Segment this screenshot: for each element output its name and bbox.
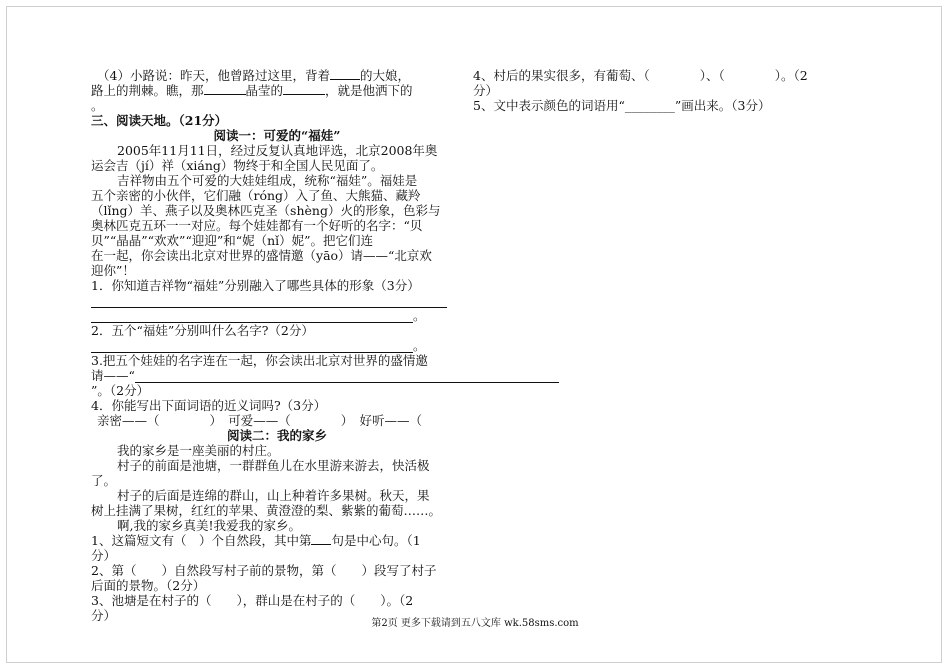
answer-line[interactable] [91, 338, 413, 353]
paragraph-line: 迎你”！ [91, 263, 135, 278]
paragraph-line: 村子的前面是池塘，一群群鱼儿在水里游来游去，快活极 [117, 458, 430, 473]
reading2-title: 阅读二：我的家乡 [226, 428, 327, 443]
paragraph-line: 我的家乡是一座美丽的村庄。 [117, 443, 280, 458]
question-3-line3: ”。（2分） [91, 383, 150, 398]
r2-question-1-cont: 分） [91, 548, 117, 563]
q4-line1: （4）小路说：昨天，他曾路过这里，背着 的大娘， [97, 68, 410, 83]
right-column [473, 68, 833, 113]
paragraph-line: 村子的后面是连绵的群山，山上种着许多果树。秋天，果 [117, 488, 430, 503]
fill-blank[interactable]: ________ [624, 98, 675, 113]
paragraph-line: 五个亲密的小伙伴，它们融（róng）入了鱼、大熊猫、藏羚 [91, 188, 421, 203]
question-3-line2: 请——“ [91, 368, 463, 383]
paragraph-line: 吉祥物由五个可爱的大娃娃组成，统称“福娃”。福娃是 [117, 173, 418, 188]
answer-line-end: 。 [91, 308, 463, 323]
fill-blank[interactable] [311, 533, 331, 545]
paragraph-line: 啊,我的家乡真美!我爱我的家乡。 [117, 518, 301, 533]
r2-question-2-cont: 后面的景物。（2分） [91, 578, 206, 593]
answer-line-end: 。 [91, 338, 463, 353]
answer-line[interactable] [91, 308, 413, 323]
fill-blank[interactable] [283, 83, 325, 95]
paragraph-line: 在一起，你会读出北京对世界的盛情邀（yāo）请——“北京欢 [91, 248, 432, 263]
paragraph-line: 运会吉（jí）祥（xiáng）物终于和全国人民见面了。 [91, 158, 384, 173]
paragraph-line: 2005年11月11日，经过反复认真地评选，北京2008年奥 [117, 143, 438, 158]
r2-question-3: 3、池塘是在村子的（ ），群山是在村子的（ ）。（2 [91, 593, 414, 608]
paragraph-line: 树上挂满了果树，红红的苹果、黄澄澄的梨、紫紫的葡萄……。 [91, 503, 442, 518]
r2-question-4: 4、村后的果实很多，有葡萄、（ ）、（ ）。（2 [473, 68, 808, 83]
fill-blank[interactable] [204, 83, 246, 95]
q4-line2: 路上的荆棘。瞧，那 晶莹的 ，就是他洒下的 [91, 83, 413, 98]
r2-question-3-cont: 分） [91, 608, 117, 623]
section-title: 三、阅读天地。（21分） [91, 113, 228, 128]
question-1: 1．你知道吉祥物“福娃”分别融入了哪些具体的形象（3分） [91, 278, 420, 293]
page-footer: 第2页 更多下载请到五八文库 wk.58sms.com [371, 618, 579, 629]
fill-blank[interactable] [330, 68, 360, 80]
paragraph-line: 了。 [91, 473, 117, 488]
r2-question-5: 5、文中表示颜色的词语用“________”画出来。（3分） [473, 98, 771, 113]
left-column [91, 68, 463, 623]
r2-question-4-cont: 分） [473, 83, 499, 98]
question-2: 2．五个“福娃”分别叫什么名字?（2分） [91, 323, 314, 338]
reading1-title: 阅读一：可爱的“福娃” [213, 128, 341, 143]
q4-line3: 。 [91, 98, 104, 113]
paragraph-line: （lǐng）羊、燕子以及奥林匹克圣（shèng）火的形象，色彩与 [91, 203, 441, 218]
r2-question-1: 1、这篇短文有（ ）个自然段，其中第 句是中心句。（1 [91, 533, 421, 548]
r2-question-2: 2、第（ ）自然段写村子前的景物，第（ ）段写了村子 [91, 563, 437, 578]
answer-line[interactable] [135, 374, 559, 383]
paragraph-line: 奥林匹克五环一一对应。每个娃娃都有一个好听的名字：“贝 [91, 218, 423, 233]
question-3: 3.把五个娃娃的名字连在一起，你会读出北京对世界的盛情邀 [91, 353, 428, 368]
synonym-row: 亲密——（ ） 可爱——（ ） 好听——（ [97, 413, 423, 428]
paragraph-line: 贝”“晶晶”“欢欢”“迎迎”和“妮（nǐ）妮”。把它们连 [91, 233, 374, 248]
answer-line[interactable] [91, 293, 447, 308]
question-4: 4．你能写出下面词语的近义词吗?（3分） [91, 398, 327, 413]
